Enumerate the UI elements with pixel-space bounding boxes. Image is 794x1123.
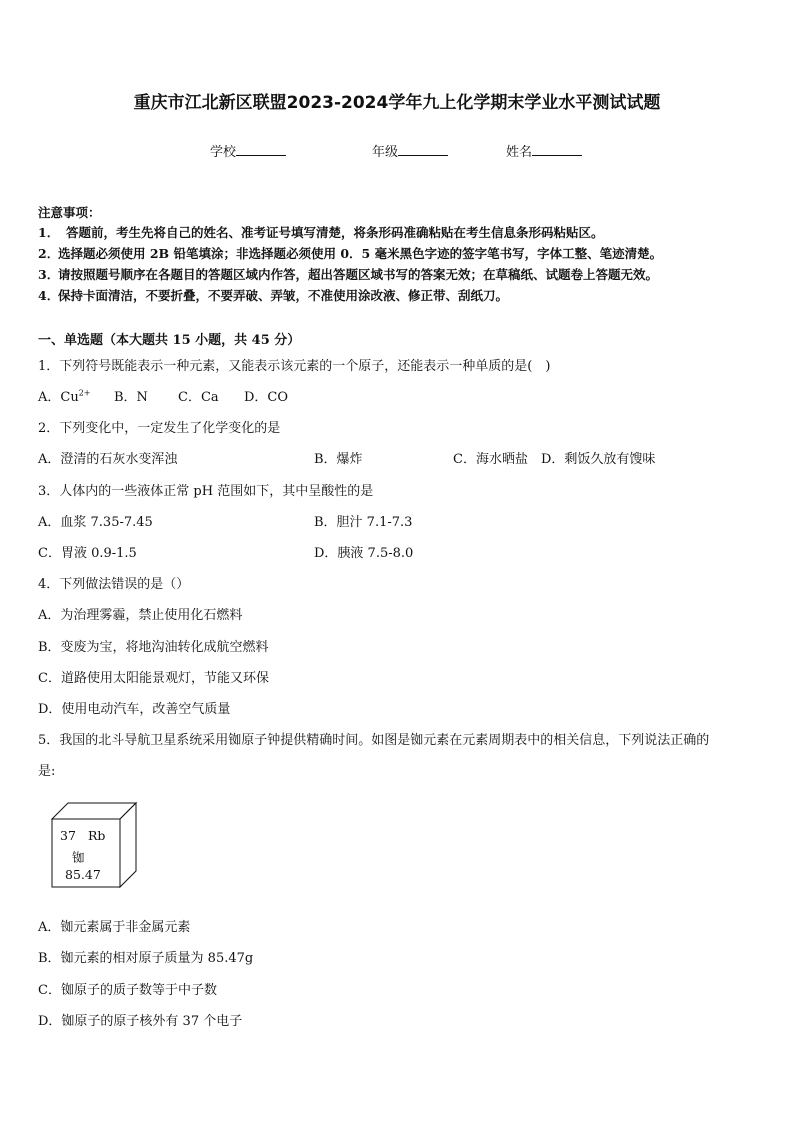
note-number: 4． xyxy=(38,288,60,303)
section-heading: 一、单选题（本大题共 15 小题，共 45 分） xyxy=(38,333,301,348)
note-text: 答题前，考生先将自己的姓名、准考证号填写清楚，将条形码准确粘贴在考生信息条形码粘贴区。 xyxy=(66,225,604,240)
question-1-stem: 1．下列符号既能表示一种元素，又能表示该元素的一个原子，还能表示一种单质的是( ) xyxy=(38,359,551,374)
note-number: 3． xyxy=(38,267,60,282)
school-label: 学校 xyxy=(210,145,237,160)
question-2-option-c: C．海水晒盐 xyxy=(453,452,528,467)
question-1-option-d: D．CO xyxy=(244,390,289,405)
note-text: 请按照题号顺序在各题目的答题区域内作答，超出答题区域书写的答案无效；在草稿纸、试题卷上答题无效。 xyxy=(58,267,659,282)
note-item xyxy=(38,244,662,262)
grade-label: 年级 xyxy=(372,145,399,160)
question-5-stem-continued: 是: xyxy=(38,764,56,779)
question-3-option-a: A．血浆 7.35-7.45 xyxy=(38,515,153,530)
element-name: 铷 xyxy=(72,850,85,865)
question-2-option-a: A．澄清的石灰水变浑浊 xyxy=(38,452,178,467)
element-symbol: Rb xyxy=(88,828,106,843)
question-2-option-d: D．剩饭久放有馊味 xyxy=(541,452,656,467)
question-3-stem: 3．人体内的一些液体正常 pH 范围如下，其中呈酸性的是 xyxy=(38,484,374,499)
question-1-option-c: C．Ca xyxy=(178,390,219,405)
charge-superscript: 2+ xyxy=(78,388,91,398)
atomic-mass: 85.47 xyxy=(65,867,101,882)
question-3-option-b: B．胆汁 7.1-7.3 xyxy=(314,515,413,530)
note-item xyxy=(38,265,658,283)
notes-heading: 注意事项： xyxy=(38,205,101,220)
question-1-option-a xyxy=(38,386,91,405)
note-item xyxy=(38,223,604,241)
exam-title: 重庆市江北新区联盟2023-2024学年九上化学期末学业水平测试试题 xyxy=(133,93,661,113)
element-cell-figure xyxy=(44,801,144,891)
school-field xyxy=(210,141,286,160)
question-4-option-c: C．道路使用太阳能景观灯，节能又环保 xyxy=(38,671,269,686)
note-text: 选择题必须使用 2B 铅笔填涂；非选择题必须使用 0．5 毫米黑色字迹的签字笔书写，字体工整、笔迹清楚。 xyxy=(58,246,663,261)
question-5-option-d: D．铷原子的原子核外有 37 个电子 xyxy=(38,1014,243,1029)
name-label: 姓名 xyxy=(506,145,533,160)
question-5-option-c: C．铷原子的质子数等于中子数 xyxy=(38,983,217,998)
question-1-option-b: B．N xyxy=(114,390,148,405)
question-4-stem: 4．下列做法错误的是（） xyxy=(38,577,190,592)
note-number: 1． xyxy=(38,225,60,240)
atomic-number: 37 xyxy=(60,828,76,843)
question-2-option-b: B．爆炸 xyxy=(314,452,363,467)
question-4-option-b: B．变废为宝，将地沟油转化成航空燃料 xyxy=(38,640,269,655)
question-4-option-a: A．为治理雾霾，禁止使用化石燃料 xyxy=(38,608,243,623)
question-5-stem: 5．我国的北斗导航卫星系统采用铷原子钟提供精确时间。如图是铷元素在元素周期表中的相关信息，下列说法正确的 xyxy=(38,733,710,748)
note-number: 2． xyxy=(38,246,60,261)
question-3-option-d: D．胰液 7.5-8.0 xyxy=(314,546,414,561)
grade-blank xyxy=(398,143,448,156)
question-4-option-d: D．使用电动汽车，改善空气质量 xyxy=(38,702,231,717)
option-a-text: A．Cu xyxy=(38,390,79,405)
name-blank xyxy=(532,143,582,156)
name-field xyxy=(506,141,582,160)
question-5-option-b: B．铷元素的相对原子质量为 85.47g xyxy=(38,951,254,966)
grade-field xyxy=(372,141,448,160)
question-5-option-a: A．铷元素属于非金属元素 xyxy=(38,920,191,935)
question-2-stem: 2．下列变化中，一定发生了化学变化的是 xyxy=(38,421,281,436)
school-blank xyxy=(236,143,286,156)
question-3-option-c: C．胃液 0.9-1.5 xyxy=(38,546,137,561)
note-text: 保持卡面清洁，不要折叠，不要弄破、弄皱，不准使用涂改液、修正带、刮纸刀。 xyxy=(58,288,509,303)
note-item xyxy=(38,286,508,304)
